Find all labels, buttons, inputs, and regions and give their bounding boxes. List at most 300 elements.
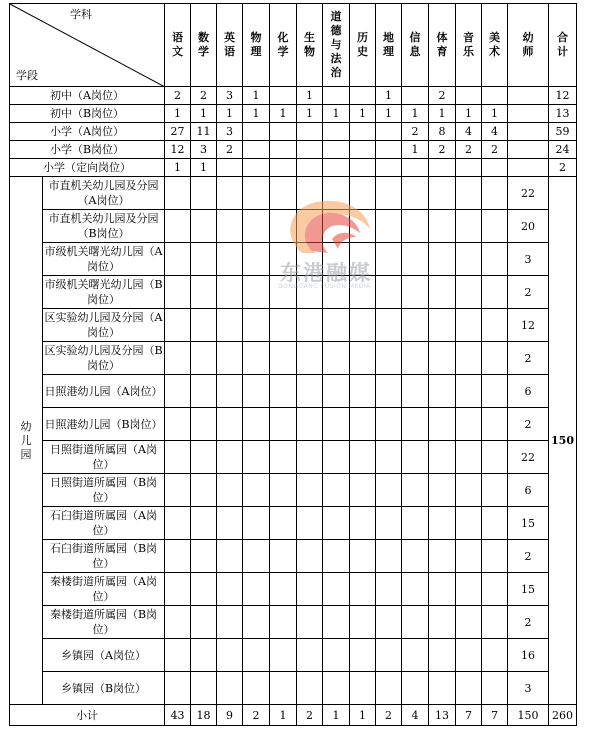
- empty-cell: [429, 309, 456, 342]
- empty-cell: [165, 507, 191, 540]
- empty-cell: [270, 309, 297, 342]
- subtotal-value-cell: 2: [297, 705, 323, 726]
- value-cell: [402, 87, 429, 105]
- level-cell: 小学（定向岗位）: [10, 159, 165, 177]
- kindergarten-group-cell: [10, 177, 43, 705]
- subtotal-value-cell: 2: [243, 705, 270, 726]
- subject-header: [549, 4, 577, 87]
- empty-cell: [297, 540, 323, 573]
- empty-cell: [482, 540, 508, 573]
- empty-cell: [456, 309, 482, 342]
- empty-cell: [376, 210, 402, 243]
- empty-cell: [243, 573, 270, 606]
- kindergarten-row: [10, 507, 577, 540]
- empty-cell: [376, 672, 402, 705]
- level-axis-label: 学段: [16, 69, 38, 82]
- empty-cell: [191, 375, 217, 408]
- empty-cell: [323, 342, 350, 375]
- teacher-count-cell: 3: [508, 243, 549, 276]
- kindergarten-name-cell: 乡镇园（B岗位）: [43, 672, 165, 705]
- value-cell: 1: [191, 105, 217, 123]
- level-cell: 初中（A岗位）: [10, 87, 165, 105]
- value-cell: [270, 159, 297, 177]
- empty-cell: [191, 342, 217, 375]
- value-cell: [243, 123, 270, 141]
- value-cell: [323, 87, 350, 105]
- kindergarten-row: [10, 639, 577, 672]
- empty-cell: [402, 573, 429, 606]
- empty-cell: [402, 441, 429, 474]
- subject-header-label: 幼师: [522, 31, 534, 58]
- kindergarten-row: [10, 177, 577, 210]
- empty-cell: [217, 573, 243, 606]
- empty-cell: [270, 342, 297, 375]
- kindergarten-row: [10, 309, 577, 342]
- value-cell: [482, 87, 508, 105]
- empty-cell: [297, 342, 323, 375]
- subject-header: [297, 4, 323, 87]
- empty-cell: [429, 243, 456, 276]
- value-cell: 1: [297, 87, 323, 105]
- subtotal-value-cell: 2: [376, 705, 402, 726]
- kindergarten-name-cell: 乡镇园（A岗位）: [43, 639, 165, 672]
- value-cell: 11: [191, 123, 217, 141]
- value-cell: 1: [270, 105, 297, 123]
- teacher-count-cell: 20: [508, 210, 549, 243]
- empty-cell: [376, 408, 402, 441]
- teacher-count-cell: 16: [508, 639, 549, 672]
- empty-cell: [376, 540, 402, 573]
- empty-cell: [323, 441, 350, 474]
- empty-cell: [429, 540, 456, 573]
- row-total-cell: 13: [549, 105, 577, 123]
- empty-cell: [191, 540, 217, 573]
- kindergarten-name-cell: 日照街道所属园（A岗位）: [43, 441, 165, 474]
- teacher-count-cell: 22: [508, 441, 549, 474]
- value-cell: [508, 159, 549, 177]
- empty-cell: [243, 210, 270, 243]
- subject-header-label: 英语: [224, 31, 235, 58]
- empty-cell: [376, 276, 402, 309]
- empty-cell: [350, 507, 376, 540]
- empty-cell: [217, 639, 243, 672]
- value-cell: 1: [191, 159, 217, 177]
- empty-cell: [429, 441, 456, 474]
- kindergarten-row: [10, 375, 577, 408]
- empty-cell: [323, 474, 350, 507]
- value-cell: 2: [456, 141, 482, 159]
- empty-cell: [456, 243, 482, 276]
- kindergarten-row: [10, 540, 577, 573]
- subtotal-value-cell: 1: [350, 705, 376, 726]
- empty-cell: [376, 309, 402, 342]
- empty-cell: [191, 309, 217, 342]
- empty-cell: [376, 573, 402, 606]
- watermark-text: 东港融媒: [280, 261, 372, 285]
- teacher-count-cell: 15: [508, 507, 549, 540]
- value-cell: 12: [165, 141, 191, 159]
- empty-cell: [429, 474, 456, 507]
- kindergarten-row: [10, 474, 577, 507]
- empty-cell: [429, 639, 456, 672]
- empty-cell: [243, 177, 270, 210]
- empty-cell: [482, 177, 508, 210]
- empty-cell: [165, 441, 191, 474]
- empty-cell: [165, 540, 191, 573]
- empty-cell: [217, 606, 243, 639]
- subject-header-label: 道德与法治: [330, 10, 342, 79]
- empty-cell: [191, 639, 217, 672]
- empty-cell: [323, 210, 350, 243]
- teacher-count-cell: 6: [508, 474, 549, 507]
- kindergarten-total-cell: 150: [549, 177, 577, 705]
- empty-cell: [429, 507, 456, 540]
- empty-cell: [429, 342, 456, 375]
- empty-cell: [297, 210, 323, 243]
- subtotal-value-cell: 18: [191, 705, 217, 726]
- teacher-count-cell: 12: [508, 309, 549, 342]
- value-cell: 27: [165, 123, 191, 141]
- empty-cell: [350, 672, 376, 705]
- empty-cell: [402, 210, 429, 243]
- empty-cell: [482, 276, 508, 309]
- value-cell: 1: [429, 105, 456, 123]
- empty-cell: [350, 441, 376, 474]
- subject-header-label: 语文: [172, 31, 183, 58]
- empty-cell: [297, 375, 323, 408]
- empty-cell: [243, 639, 270, 672]
- kindergarten-row: [10, 441, 577, 474]
- empty-cell: [482, 441, 508, 474]
- empty-cell: [217, 309, 243, 342]
- empty-cell: [456, 177, 482, 210]
- value-cell: 1: [243, 105, 270, 123]
- value-cell: [376, 123, 402, 141]
- table-row: [10, 105, 577, 123]
- subject-header: [456, 4, 482, 87]
- empty-cell: [376, 639, 402, 672]
- empty-cell: [243, 342, 270, 375]
- empty-cell: [323, 177, 350, 210]
- value-cell: 1: [376, 105, 402, 123]
- value-cell: 2: [429, 141, 456, 159]
- empty-cell: [323, 243, 350, 276]
- empty-cell: [270, 210, 297, 243]
- empty-cell: [165, 639, 191, 672]
- value-cell: [270, 87, 297, 105]
- empty-cell: [402, 243, 429, 276]
- subject-header-label: 化学: [277, 31, 289, 58]
- subtotal-row: [10, 705, 577, 726]
- value-cell: 1: [456, 105, 482, 123]
- empty-cell: [217, 672, 243, 705]
- kindergarten-row: [10, 210, 577, 243]
- empty-cell: [323, 375, 350, 408]
- value-cell: [297, 159, 323, 177]
- empty-cell: [165, 210, 191, 243]
- value-cell: [323, 159, 350, 177]
- empty-cell: [243, 474, 270, 507]
- value-cell: [243, 141, 270, 159]
- empty-cell: [376, 177, 402, 210]
- empty-cell: [323, 507, 350, 540]
- value-cell: 1: [243, 87, 270, 105]
- empty-cell: [165, 375, 191, 408]
- subject-header-label: 数学: [198, 31, 209, 58]
- value-cell: [323, 141, 350, 159]
- subject-header: [165, 4, 191, 87]
- empty-cell: [350, 606, 376, 639]
- empty-cell: [297, 573, 323, 606]
- empty-cell: [165, 606, 191, 639]
- subject-header-label: 合计: [557, 31, 568, 58]
- empty-cell: [482, 408, 508, 441]
- empty-cell: [270, 243, 297, 276]
- value-cell: [297, 141, 323, 159]
- empty-cell: [429, 672, 456, 705]
- empty-cell: [323, 276, 350, 309]
- empty-cell: [482, 375, 508, 408]
- empty-cell: [482, 210, 508, 243]
- subtotal-value-cell: 13: [429, 705, 456, 726]
- subject-header-label: 音乐: [463, 31, 474, 58]
- empty-cell: [165, 408, 191, 441]
- teacher-count-cell: 2: [508, 276, 549, 309]
- kindergarten-name-cell: 市级机关曙光幼儿园（A岗位）: [43, 243, 165, 276]
- empty-cell: [243, 276, 270, 309]
- empty-cell: [243, 672, 270, 705]
- table-row: [10, 141, 577, 159]
- empty-cell: [350, 573, 376, 606]
- teacher-count-cell: 2: [508, 408, 549, 441]
- empty-cell: [482, 507, 508, 540]
- empty-cell: [270, 408, 297, 441]
- empty-cell: [350, 540, 376, 573]
- recruitment-table: [9, 3, 577, 726]
- empty-cell: [270, 375, 297, 408]
- kindergarten-name-cell: 日照港幼儿园（B岗位）: [43, 408, 165, 441]
- empty-cell: [429, 408, 456, 441]
- empty-cell: [402, 672, 429, 705]
- subtotal-value-cell: 1: [270, 705, 297, 726]
- empty-cell: [270, 639, 297, 672]
- empty-cell: [243, 441, 270, 474]
- value-cell: 2: [429, 87, 456, 105]
- subtotal-label: 小计: [10, 705, 165, 726]
- empty-cell: [350, 210, 376, 243]
- teacher-count-cell: 3: [508, 672, 549, 705]
- empty-cell: [456, 639, 482, 672]
- subject-header: [270, 4, 297, 87]
- kindergarten-row: [10, 276, 577, 309]
- row-total-cell: 59: [549, 123, 577, 141]
- value-cell: [456, 87, 482, 105]
- empty-cell: [323, 639, 350, 672]
- empty-cell: [191, 210, 217, 243]
- empty-cell: [217, 210, 243, 243]
- value-cell: 2: [402, 123, 429, 141]
- level-cell: 小学（A岗位）: [10, 123, 165, 141]
- subtotal-value-cell: 43: [165, 705, 191, 726]
- empty-cell: [297, 474, 323, 507]
- value-cell: [429, 159, 456, 177]
- value-cell: [270, 141, 297, 159]
- subject-header: [243, 4, 270, 87]
- empty-cell: [429, 177, 456, 210]
- empty-cell: [323, 573, 350, 606]
- value-cell: [350, 87, 376, 105]
- empty-cell: [270, 540, 297, 573]
- value-cell: 1: [402, 105, 429, 123]
- kindergarten-row: [10, 243, 577, 276]
- empty-cell: [191, 177, 217, 210]
- value-cell: [297, 123, 323, 141]
- subject-header-label: 信息: [409, 31, 421, 58]
- empty-cell: [350, 243, 376, 276]
- subtotal-value-cell: 4: [402, 705, 429, 726]
- value-cell: [482, 159, 508, 177]
- empty-cell: [270, 672, 297, 705]
- value-cell: [323, 123, 350, 141]
- empty-cell: [191, 243, 217, 276]
- empty-cell: [350, 375, 376, 408]
- value-cell: 1: [217, 105, 243, 123]
- subtotal-value-cell: 7: [456, 705, 482, 726]
- empty-cell: [376, 507, 402, 540]
- empty-cell: [165, 177, 191, 210]
- empty-cell: [456, 276, 482, 309]
- empty-cell: [456, 375, 482, 408]
- empty-cell: [429, 276, 456, 309]
- header-diagonal-cell: [10, 4, 165, 87]
- empty-cell: [456, 606, 482, 639]
- empty-cell: [270, 507, 297, 540]
- value-cell: [508, 105, 549, 123]
- subject-header: [508, 4, 549, 87]
- empty-cell: [429, 210, 456, 243]
- empty-cell: [243, 408, 270, 441]
- level-cell: 初中（B岗位）: [10, 105, 165, 123]
- empty-cell: [191, 672, 217, 705]
- teacher-count-cell: 2: [508, 540, 549, 573]
- teacher-count-cell: 2: [508, 342, 549, 375]
- kindergarten-row: [10, 573, 577, 606]
- kindergarten-group-label: 幼儿园: [20, 419, 32, 461]
- empty-cell: [429, 375, 456, 408]
- value-cell: 2: [217, 141, 243, 159]
- empty-cell: [191, 507, 217, 540]
- subtotal-value-cell: 150: [508, 705, 549, 726]
- kindergarten-row: [10, 606, 577, 639]
- empty-cell: [165, 243, 191, 276]
- empty-cell: [350, 408, 376, 441]
- grand-total-cell: 260: [549, 705, 577, 726]
- teacher-count-cell: 15: [508, 573, 549, 606]
- empty-cell: [350, 639, 376, 672]
- value-cell: 1: [323, 105, 350, 123]
- subject-header-label: 物理: [250, 31, 262, 58]
- kindergarten-row: [10, 408, 577, 441]
- empty-cell: [217, 375, 243, 408]
- empty-cell: [429, 573, 456, 606]
- empty-cell: [456, 210, 482, 243]
- empty-cell: [456, 408, 482, 441]
- subject-header: [217, 4, 243, 87]
- empty-cell: [429, 606, 456, 639]
- kindergarten-name-cell: 市级机关曙光幼儿园（B岗位）: [43, 276, 165, 309]
- empty-cell: [482, 309, 508, 342]
- value-cell: 1: [402, 141, 429, 159]
- teacher-count-cell: 22: [508, 177, 549, 210]
- empty-cell: [350, 342, 376, 375]
- empty-cell: [376, 441, 402, 474]
- empty-cell: [482, 606, 508, 639]
- empty-cell: [297, 441, 323, 474]
- subject-header-label: 历史: [357, 31, 368, 58]
- empty-cell: [376, 243, 402, 276]
- empty-cell: [376, 606, 402, 639]
- empty-cell: [297, 639, 323, 672]
- empty-cell: [456, 474, 482, 507]
- empty-cell: [270, 177, 297, 210]
- empty-cell: [482, 639, 508, 672]
- kindergarten-name-cell: 市直机关幼儿园及分园（A岗位）: [43, 177, 165, 210]
- subtotal-value-cell: 7: [482, 705, 508, 726]
- teacher-count-cell: 6: [508, 375, 549, 408]
- subject-header: [376, 4, 402, 87]
- value-cell: 3: [217, 123, 243, 141]
- subtotal-value-cell: 1: [323, 705, 350, 726]
- subject-header-label: 地理: [383, 31, 394, 58]
- empty-cell: [243, 309, 270, 342]
- empty-cell: [376, 342, 402, 375]
- empty-cell: [482, 243, 508, 276]
- empty-cell: [456, 441, 482, 474]
- empty-cell: [402, 639, 429, 672]
- subject-header-label: 美术: [489, 31, 500, 58]
- empty-cell: [270, 441, 297, 474]
- kindergarten-name-cell: 日照港幼儿园（A岗位）: [43, 375, 165, 408]
- value-cell: [402, 159, 429, 177]
- empty-cell: [191, 573, 217, 606]
- empty-cell: [402, 375, 429, 408]
- kindergarten-row: [10, 672, 577, 705]
- kindergarten-name-cell: 石臼街道所属园（A岗位）: [43, 507, 165, 540]
- empty-cell: [402, 309, 429, 342]
- subject-header: [350, 4, 376, 87]
- empty-cell: [350, 177, 376, 210]
- kindergarten-name-cell: 区实验幼儿园及分园（B岗位）: [43, 342, 165, 375]
- value-cell: 3: [217, 87, 243, 105]
- empty-cell: [482, 342, 508, 375]
- subject-header-label: 生物: [304, 31, 315, 58]
- value-cell: 3: [191, 141, 217, 159]
- level-cell: 小学（B岗位）: [10, 141, 165, 159]
- empty-cell: [217, 540, 243, 573]
- kindergarten-name-cell: 日照街道所属园（B岗位）: [43, 474, 165, 507]
- empty-cell: [323, 606, 350, 639]
- empty-cell: [297, 672, 323, 705]
- value-cell: 2: [482, 141, 508, 159]
- subject-header: [323, 4, 350, 87]
- empty-cell: [376, 474, 402, 507]
- subject-header: [191, 4, 217, 87]
- empty-cell: [456, 672, 482, 705]
- empty-cell: [323, 408, 350, 441]
- empty-cell: [191, 441, 217, 474]
- empty-cell: [402, 540, 429, 573]
- table-row: [10, 123, 577, 141]
